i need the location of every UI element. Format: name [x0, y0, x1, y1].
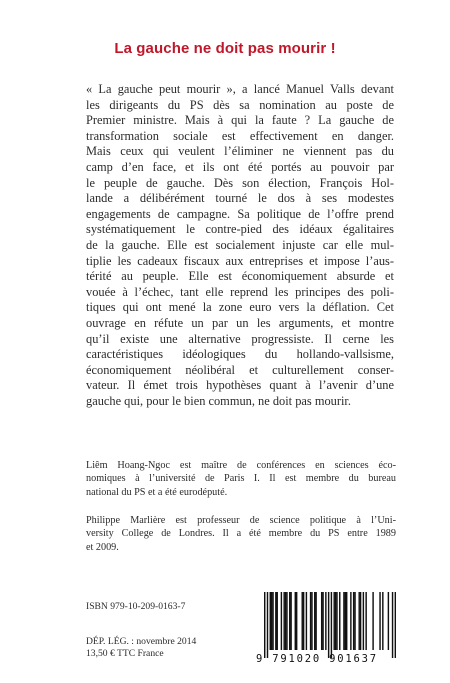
barcode-bar	[365, 592, 366, 650]
barcode-bar	[339, 592, 340, 650]
barcode-bar	[289, 592, 290, 650]
blurb-line: caractéristiques idéologiques du hollando-vallsisme,	[86, 347, 394, 362]
blurb-line: tiques qui ont mené la zone euro vers la déflation. Cet	[86, 300, 394, 315]
barcode-bar	[271, 592, 272, 650]
price-label: 13,50 € TTC France	[86, 648, 164, 659]
blurb-line: qu’il existe une alternative progressiste. Il cerne les	[86, 331, 394, 346]
barcode-bar	[277, 592, 278, 650]
barcode-bar	[336, 592, 337, 650]
barcode-bar	[350, 592, 351, 650]
barcode-bar	[346, 592, 347, 650]
bio-line: Liêm Hoang-Ngoc est maître de conférences en sciences éco-	[86, 460, 396, 471]
barcode-bar	[270, 592, 271, 650]
barcode-bar	[343, 592, 344, 650]
barcode-bar	[379, 592, 380, 650]
barcode-bar	[264, 592, 265, 658]
barcode-bars	[264, 592, 396, 658]
barcode-bar	[302, 592, 303, 650]
blurb-line: tiplie les cadeaux fiscaux aux entreprises et impose l’aus-	[86, 253, 394, 268]
blurb-line: Mais ceux qui veulent l’éliminer ne viennent pas du	[86, 144, 394, 159]
barcode-bar	[306, 592, 307, 650]
barcode-bar	[322, 592, 323, 650]
barcode-bar	[333, 592, 334, 650]
back-cover-blurb	[86, 82, 394, 409]
blurb-line: « La gauche peut mourir », a lancé Manuel Valls devant	[86, 82, 394, 96]
barcode-bar	[360, 592, 361, 650]
barcode-bar	[272, 592, 273, 650]
barcode-bar	[285, 592, 286, 650]
blurb-line: lande a délibérément tourné le dos à ses modestes	[86, 191, 394, 206]
blurb-line: camp d’en face, et ils ont été portés au pouvoir par	[86, 159, 394, 174]
barcode-bar	[353, 592, 354, 650]
bio-line: national du PS et a été eurodéputé.	[86, 486, 228, 498]
blurb-line: Premier ministre. Mais à qui la faute ? La gauche de	[86, 113, 394, 128]
legal-deposit-date: DÉP. LÉG. : novembre 2014	[86, 636, 197, 647]
blurb-line: engagements de campagne. Sa politique de l’offre prend	[86, 206, 394, 221]
blurb-line: vouée à l’échec, tant elle reprend les principes des poli-	[86, 284, 394, 299]
bio-line: et 2009.	[86, 541, 119, 553]
blurb-line: vateur. Il émet trois hypothèses quant à l’avenir d’une	[86, 378, 394, 393]
isbn-number: ISBN 979-10-209-0163-7	[86, 601, 186, 612]
legal-deposit-block	[86, 636, 196, 660]
blurb-line: térité au peuple. Elle est économiquement absurde et	[86, 269, 394, 284]
barcode-bar	[283, 592, 284, 650]
barcode-bar	[281, 592, 282, 650]
barcode-bar	[310, 592, 311, 650]
barcode-bar	[267, 592, 268, 658]
barcode-bar	[363, 592, 364, 650]
barcode-digits: 9 791020 901637	[256, 653, 378, 665]
blurb-line: gauche qui, pour le bien commun, ne doit pas mourir.	[86, 393, 351, 408]
blurb-line: les dirigeants du PS dès sa nomination au poste de	[86, 97, 394, 112]
author-bio-marliere	[86, 514, 396, 554]
blurb-line: systématiquement le contre-pied des idéaux égalitaires	[86, 222, 394, 237]
blurb-line: de la gauche. Elle est socialement injuste car elle mul-	[86, 237, 394, 252]
barcode-bar	[325, 592, 326, 650]
barcode-bar	[295, 592, 296, 650]
barcode-bar	[314, 592, 315, 650]
bio-line: Philippe Marlière est professeur de science politique à l’Uni-	[86, 515, 396, 526]
barcode-bar	[331, 592, 332, 658]
barcode-bar	[382, 592, 383, 650]
blurb-line: le peuple de gauche. Dès son élection, François Hol-	[86, 175, 394, 190]
barcode-bar	[296, 592, 297, 650]
blurb-line: ouvrage en réfute un par un les arguments, et montre	[86, 315, 394, 330]
barcode-bar	[328, 592, 329, 658]
blurb-line: transformation sociale est effectivement en danger.	[86, 128, 394, 143]
barcode-bar	[395, 592, 396, 658]
barcode-bar	[372, 592, 373, 650]
barcode-bar	[275, 592, 276, 650]
barcode-bar	[388, 592, 389, 650]
barcode-bar	[315, 592, 316, 650]
barcode-bar	[286, 592, 287, 650]
author-bio-hoang-ngoc	[86, 459, 396, 499]
bio-line: versity College de Londres. Il a été membre du PS entre 1989	[86, 528, 396, 540]
book-title: La gauche ne doit pas mourir !	[114, 40, 336, 57]
barcode-bar	[392, 592, 393, 658]
barcode-bar	[345, 592, 346, 650]
blurb-line: économiquement néolibéral et culturellement conser-	[86, 362, 394, 377]
barcode-bar	[290, 592, 291, 650]
barcode-bar	[335, 592, 336, 650]
barcode-bar	[354, 592, 355, 650]
barcode-bar	[311, 592, 312, 650]
barcode-bar	[321, 592, 322, 650]
barcode-bar	[303, 592, 304, 650]
bio-line: nomiques à l’université de Paris I. Il est membre du bureau	[86, 473, 396, 485]
barcode-bar	[358, 592, 359, 650]
